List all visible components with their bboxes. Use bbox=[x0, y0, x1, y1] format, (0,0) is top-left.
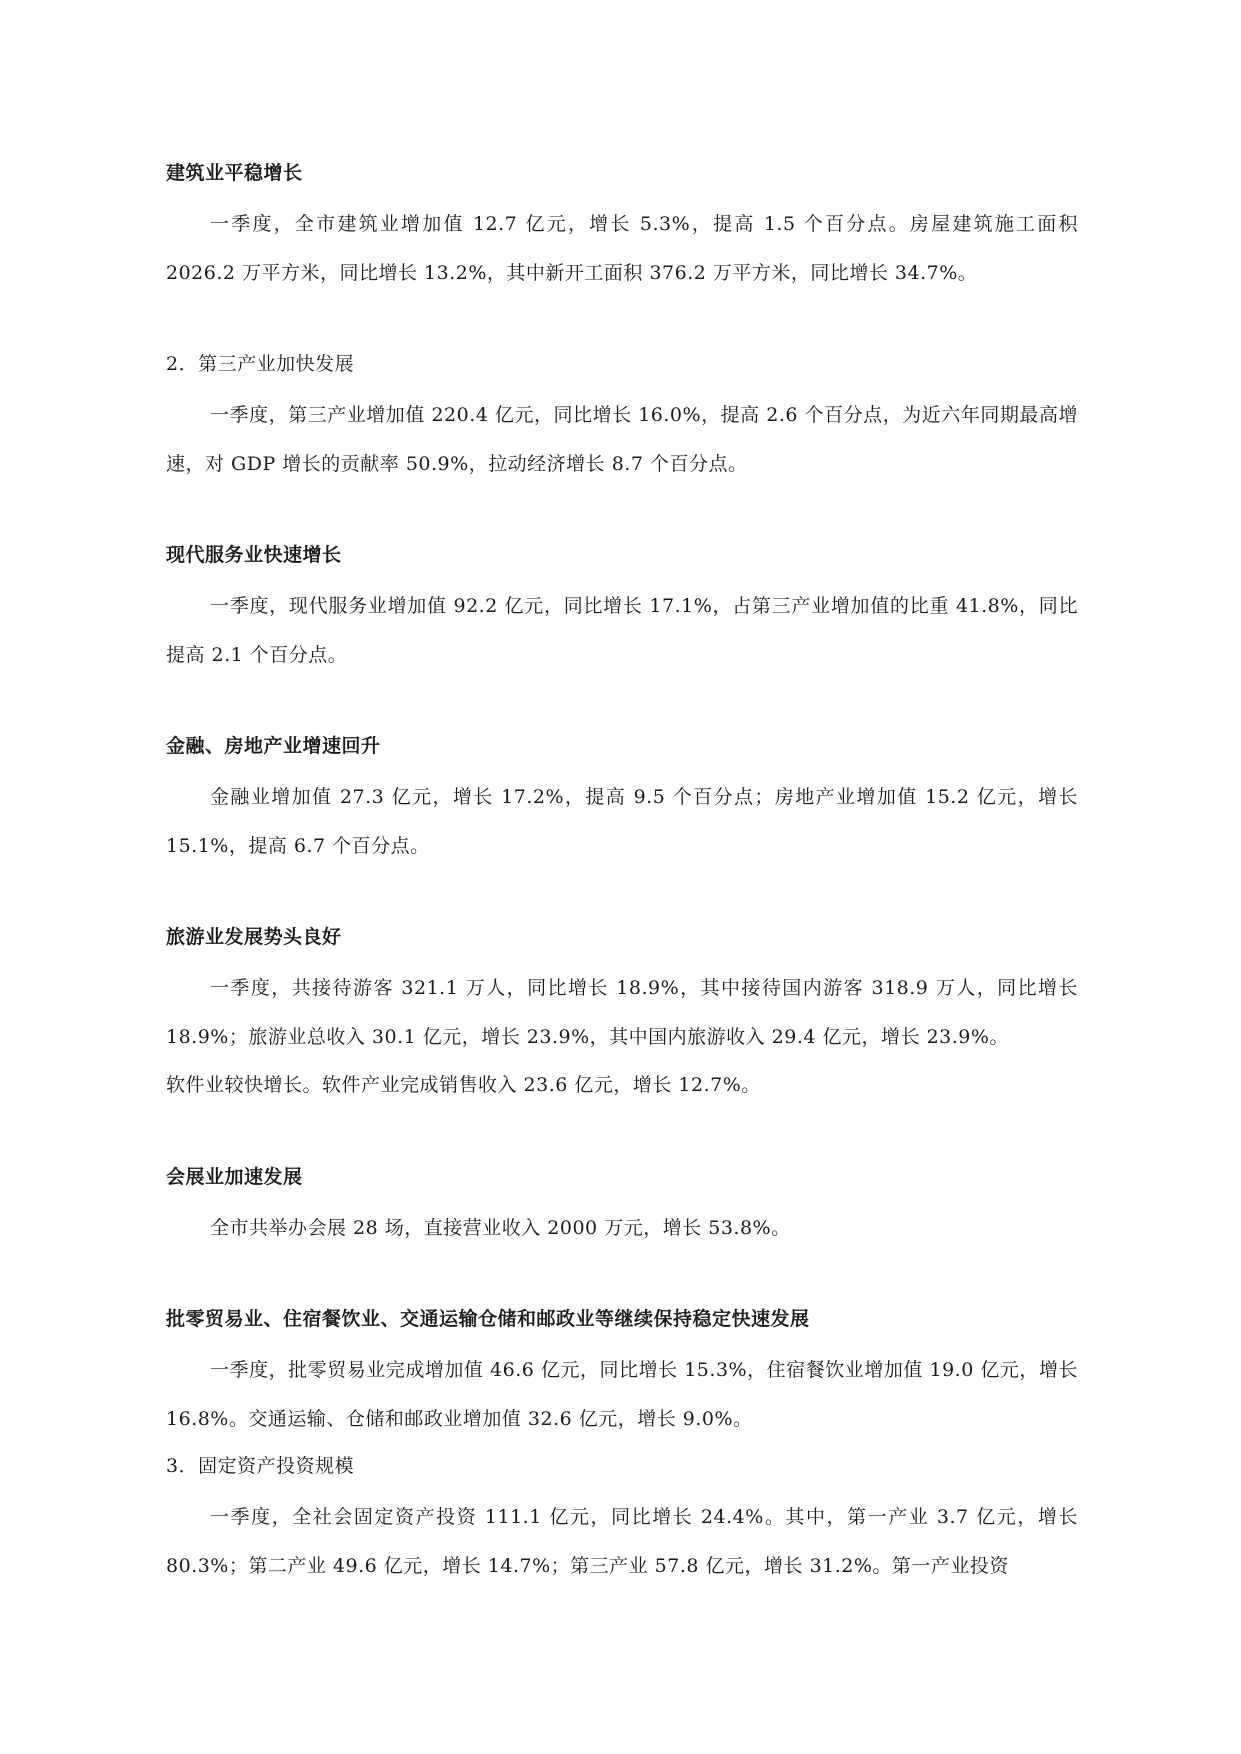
section-body-trade-lodging-transport: 一季度，批零贸易业完成增加值 46.6 亿元，同比增长 15.3%，住宿餐饮业增加值 19.0 亿元，增长 16.8%。交通运输、仓储和邮政业增加值 32.6 亿元，增长 9.0%。 bbox=[166, 1359, 1078, 1430]
section-heading-modern-services: 现代服务业快速增长 bbox=[166, 544, 342, 566]
section-body-exhibition: 全市共举办会展 28 场，直接营业收入 2000 万元，增长 53.8%。 bbox=[210, 1216, 791, 1239]
section-body-finance-realestate: 金融业增加值 27.3 亿元，增长 17.2%，提高 9.5 个百分点；房地产业增加值 15.2 亿元，增长 15.1%，提高 6.7 个百分点。 bbox=[166, 786, 1078, 857]
section-heading-trade-lodging-transport: 批零贸易业、住宿餐饮业、交通运输仓储和邮政业等继续保持稳定快速发展 bbox=[166, 1308, 810, 1330]
section-body-tourism: 一季度，共接待游客 321.1 万人，同比增长 18.9%，其中接待国内游客 318.9 万人，同比增长 18.9%；旅游业总收入 30.1 亿元，增长 23.9%，其中国内旅游收入 29.4 亿元，增长 23.9%。 bbox=[166, 977, 1078, 1048]
document-body bbox=[166, 160, 1078, 1590]
section-body-fixed-assets: 一季度，全社会固定资产投资 111.1 亿元，同比增长 24.4%。其中，第一产业 3.7 亿元，增长 80.3%；第二产业 49.6 亿元，增长 14.7%；第三产业 57.8 亿元，增长 31.2%。第一产业投资 bbox=[166, 1506, 1078, 1577]
section-body-software: 软件业较快增长。软件产业完成销售收入 23.6 亿元，增长 12.7%。 bbox=[166, 1074, 761, 1096]
section-body-tertiary: 一季度，第三产业增加值 220.4 亿元，同比增长 16.0%，提高 2.6 个百分点，为近六年同期最高增速，对 GDP 增长的贡献率 50.9%，拉动经济增长 8.7 个百分点。 bbox=[166, 404, 1078, 475]
section-heading-fixed-assets: 3．固定资产投资规模 bbox=[166, 1455, 355, 1477]
section-body-modern-services: 一季度，现代服务业增加值 92.2 亿元，同比增长 17.1%，占第三产业增加值的比重 41.8%，同比提高 2.1 个百分点。 bbox=[166, 595, 1078, 666]
section-heading-construction: 建筑业平稳增长 bbox=[166, 162, 303, 184]
section-heading-tourism: 旅游业发展势头良好 bbox=[166, 926, 342, 948]
section-body-construction: 一季度，全市建筑业增加值 12.7 亿元，增长 5.3%，提高 1.5 个百分点。房屋建筑施工面积 2026.2 万平方米，同比增长 13.2%，其中新开工面积 376.2 万平方米，同比增长 34.7%。 bbox=[166, 213, 1078, 284]
section-heading-exhibition: 会展业加速发展 bbox=[166, 1165, 303, 1188]
section-heading-finance-realestate: 金融、房地产业增速回升 bbox=[166, 735, 381, 757]
section-heading-tertiary: 2．第三产业加快发展 bbox=[166, 353, 355, 375]
